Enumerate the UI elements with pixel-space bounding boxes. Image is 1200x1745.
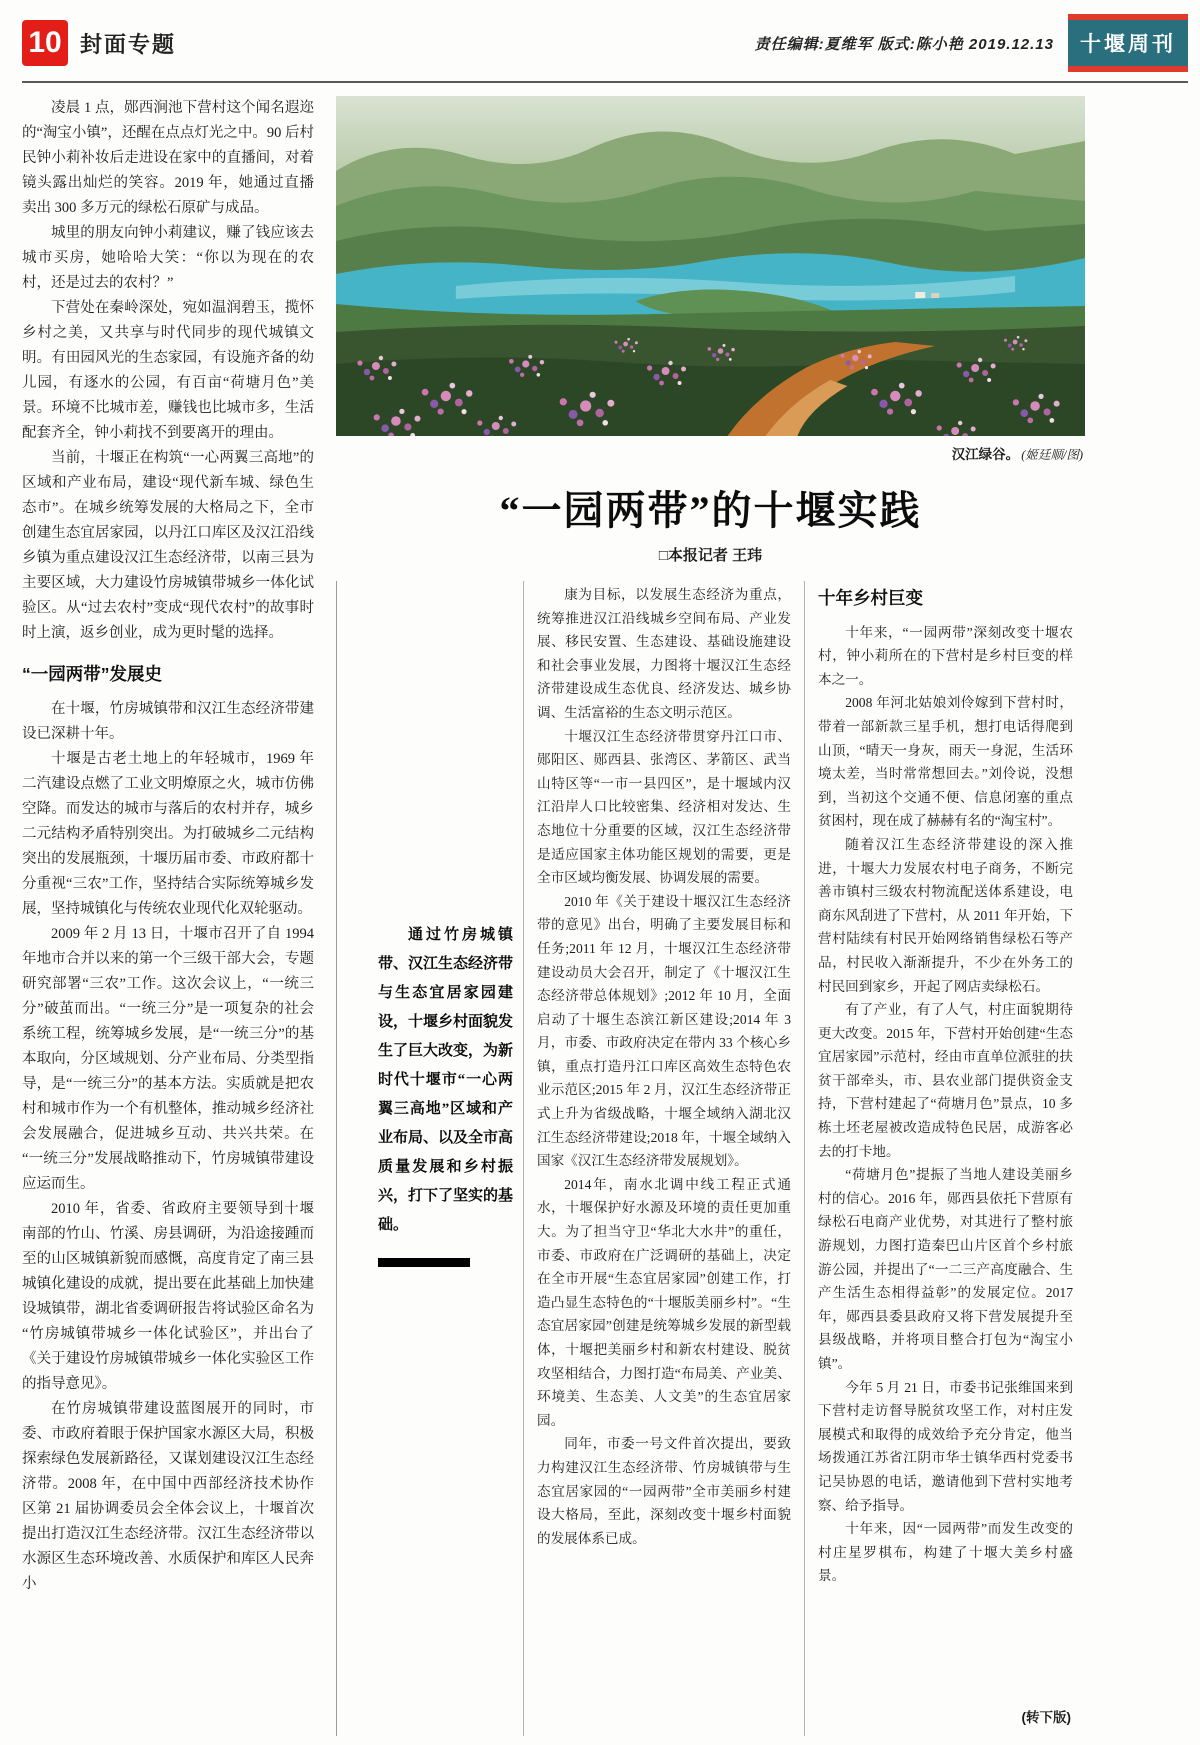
photo-caption-row (336, 443, 1083, 463)
paragraph: 城里的朋友向钟小莉建议，赚了钱应该去城市买房，她哈哈大笑：“你以为现在的农村，还是过去的农村？” (22, 225, 314, 291)
paragraph: 康为目标，以发展生态经济为重点，统筹推进汉江沿线城乡空间布局、产业发展、移民安置、生态建设、基础设施建设和社会事业发展，力图将十堰汉江生态经济带建设成生态优良、经济发达、城乡协调、生活富裕的生态文明示范区。 (537, 587, 791, 720)
economic-belt-paragraphs (537, 583, 791, 1550)
masthead-logo (1068, 14, 1188, 72)
masthead-title: 十堰周刊 (1080, 32, 1176, 56)
hanjiang-valley-photo (336, 96, 1085, 436)
paragraph: 随着汉江生态经济带建设的深入推进，十堰大力发展农村电子商务，不断完善市镇村三级农村物流配送体系建设，电商东风刮进了下营村，从 2011 年开始，下营村陆续有村民开始网络销售绿松石等产品，村民收入渐渐提升，不少在外务工的村民回到家乡，开起了网店卖绿松石。 (818, 836, 1073, 994)
paragraph: 下营处在秦岭深处，宛如温润碧玉，揽怀乡村之美，又共享与时代同步的现代城镇文明。有田园风光的生态家园，有设施齐备的幼儿园，有逐水的公园，有百亩“荷塘月色”美景。环境不比城市差，赚钱也比城市多，生活配套齐全，钟小莉找不到要离开的理由。 (22, 300, 314, 441)
pull-quote-column (337, 581, 523, 1736)
photo-caption: 汉江绿谷。 (951, 447, 1020, 462)
column-4 (804, 581, 1085, 1736)
column-3 (523, 581, 804, 1736)
paragraph: 2014年，南水北调中线工程正式通水，十堰保护好水源及环境的责任更加重大。为了担当守卫“华北大水井”的重任，市委、市政府在广泛调研的基础上，决定在全市开展“生态宜居家园”创建工作，打造凸显生态特色的“十堰版美丽乡村”。“生态宜居家园”创建是统筹城乡发展的新型载体，十堰把美丽乡村和新农村建设、脱贫攻坚相结合，力图打造“布局美、产业美、环境美、生态美、人文美”的生态宜居家园。 (537, 1176, 791, 1428)
far-building (931, 293, 939, 298)
page-number-badge: 10 (22, 20, 68, 66)
quote-divider-bar (378, 1258, 470, 1267)
main-region (336, 96, 1085, 1736)
paragraph: 凌晨 1 点，郧西涧池下营村这个闻名遐迩的“淘宝小镇”，还醒在点点灯光之中。90 后村民钟小莉补妆后走进设在家中的直播间，对着镜头露出灿烂的笑容。2019 年，她通过直播卖出 300 多万元的绿松石原矿与成品。 (22, 100, 314, 216)
history-paragraphs (22, 697, 314, 1597)
paragraph: 2010 年，省委、省政府主要领导到十堰南部的竹山、竹溪、房县调研，为沿途接踵而至的山区城镇新貌而感慨，高度肯定了南三县城镇化建设的成就，提出要在此基础上加快建设城镇带，湖北省委调研报告将试验区命名为“竹房城镇带城乡一体化试验区”，并出台了《关于建设竹房城镇带城乡一体化实验区工作的指导意见》。 (22, 1201, 314, 1392)
column-1 (22, 96, 318, 1736)
paragraph: 在竹房城镇带建设蓝图展开的同时，市委、市政府着眼于保护国家水源区大局，积极探索绿色发展新路径，又谋划建设汉江生态经济带。2008 年，在中国中西部经济技术协作区第 21 届协调委员会全体会议上，十堰首次提出打造汉江生态经济带。汉江生态经济带以水源区生态环境改善、水质保护和库区人民奔小 (22, 1401, 314, 1592)
pull-quote: 通过竹房城镇带、汉江生态经济带与生态宜居家园建设，十堰乡村面貌发生了巨大改变，为新时代十堰市“一心两翼三高地”区域和产业布局、以及全市高质量发展和乡村振兴，打下了坚实的基础。 (378, 927, 514, 1233)
article-byline: □本报记者 王玮 (658, 547, 763, 564)
photo-credit: (姬廷顺/图) (1021, 448, 1083, 462)
subhead-development-history: “一园两带”发展史 (22, 664, 162, 684)
village-change-paragraphs (818, 621, 1073, 1588)
landscape-illustration (336, 96, 1085, 436)
section-title: 封面专题 (80, 31, 177, 57)
paragraph: 2008 年河北姑娘刘伶嫁到下营村时，带着一部新款三星手机，想打电话得爬到山顶，“晴天一身灰，雨天一身泥，生活环境太差，当时常常想回去。”刘伶说，没想到，当初这个交通不便、信息闭塞的重点贫困村，现在成了赫赫有名的“淘宝村”。 (818, 695, 1073, 829)
page-header (22, 14, 1188, 83)
paragraph: 十堰汉江生态经济带贯穿丹江口市、郧阳区、郧西县、张湾区、茅箭区、武当山特区等“一市一县四区”，是十堰域内汉江沿岸人口比较密集、经济相对发达、生态地位十分重要的区域，汉江生态经济带是适应国家主体功能区规划的需要，更是全市区域均衡发展、协调发展的需要。 (537, 728, 791, 886)
page-body (22, 96, 1200, 1736)
intro-paragraphs (22, 96, 314, 646)
paragraph: 2009 年 2 月 13 日，十堰市召开了自 1994 年地市合并以来的第一个三级干部大会，专题研究部署“三农”工作。这次会议上，“一统三分”破茧而出。“一统三分”是一项复杂的社会系统工程，统筹城乡发展，是“一统三分”的基本取向，分区域规划、分产业布局、分类型指导，是“一统三分”的基本方法。实质就是把农村和城市作为一个有机整体，推动城乡经济社会发展融合，促进城乡互动、共兴共荣。在“一统三分”发展战略推动下，竹房城镇带建设应运而生。 (22, 926, 314, 1192)
paragraph: 当前，十堰正在构筑“一心两翼三高地”的区域和产业布局，建设“现代新车城、绿色生态市”。在城乡统筹发展的大格局之下，全市创建生态宜居家园，以丹江口库区及汉江沿线乡镇为重点建设汉江生态经济带，以南三县为主要区域，大力建设竹房城镇带城乡一体化试验区。从“过去农村”变成“现代农村”的故事时时上演，返乡创业，成为更时髦的选择。 (22, 450, 314, 641)
paragraph: 十年来，因“一园两带”而发生改变的村庄星罗棋布，构建了十堰大美乡村盛景。 (818, 1521, 1073, 1584)
subhead-decade-change: 十年乡村巨变 (818, 588, 923, 608)
far-building (915, 292, 925, 298)
article-headline: “一园两带”的十堰实践 (499, 488, 922, 533)
paragraph: “荷塘月色”提振了当地人建设美丽乡村的信心。2016 年，郧西县依托下营原有绿松石电商产业优势，对其进行了整村旅游规划，力图打造秦巴山片区首个乡村旅游公园，并提出了“一二三产高度融合、生产生活生态相得益彰”的发展定位。2017 年，郧西县委县政府又将下营发展提升至县级战略，并将项目整合打包为“淘宝小镇”。 (818, 1167, 1073, 1371)
paragraph: 2010 年《关于建设十堰汉江生态经济带的意见》出台，明确了主要发展目标和任务;2011 年 12 月，十堰汉江生态经济带建设动员大会召开，制定了《十堰汉江生态经济带总体规划》;2012 年 10 月，全面启动了十堰生态滨江新区建设;2014 年 3 月，市委、市政府决定在带内 33 个核心乡镇，重点打造丹江口库区高效生态特色农业示范区;2015 年 2 月，汉江生态经济带正式上升为省级战略，十堰全域纳入湖北汉江生态经济带建设;2018 年，十堰全域纳入国家《汉江生态经济带发展规划》。 (537, 893, 791, 1169)
continued-notice: (转下版) (1021, 1710, 1071, 1726)
paragraph: 在十堰，竹房城镇带和汉江生态经济带建设已深耕十年。 (22, 701, 314, 742)
paragraph: 十年来，“一园两带”深刻改变十堰农村，钟小莉所在的下营村是乡村巨变的样本之一。 (818, 624, 1073, 687)
paragraph: 同年，市委一号文件首次提出，要致力构建汉江生态经济带、竹房城镇带与生态宜居家园的“一园两带”全市美丽乡村建设大格局，至此，深刻改变十堰乡村面貌的发展体系已成。 (537, 1436, 791, 1546)
text-columns (336, 581, 1085, 1736)
paragraph: 有了产业，有了人气，村庄面貌期待更大改变。2015 年，下营村开始创建“生态宜居家园”示范村，经由市直单位派驻的扶贫干部牵头，市、县农业部门提供资金支持，下营村建起了“荷塘月色”景点，10 多栋土坯老屋被改造成特色民居，成游客必去的打卡地。 (818, 1002, 1073, 1159)
paragraph: 十堰是古老土地上的年轻城市，1969 年二汽建设点燃了工业文明燎原之火，城市仿佛空降。而发达的城市与落后的农村并存，城乡二元结构矛盾特别突出。为打破城乡二元结构突出的发展瓶颈，十堰历届市委、市政府都十分重视“三农”工作，坚持结合实际统筹城乡发展，坚持城镇化与传统农业现代化双轮驱动。 (22, 751, 314, 917)
editor-credits: 责任编辑:夏维军 版式:陈小艳 2019.12.13 (754, 35, 1054, 53)
paragraph: 今年 5 月 21 日，市委书记张维国来到下营村走访督导脱贫攻坚工作，对村庄发展模式和取得的成效给予充分肯定，他当场拨通江苏省江阴市华士镇华西村党委书记吴协恩的电话，邀请他到下营村实地考察、给予指导。 (818, 1379, 1073, 1513)
